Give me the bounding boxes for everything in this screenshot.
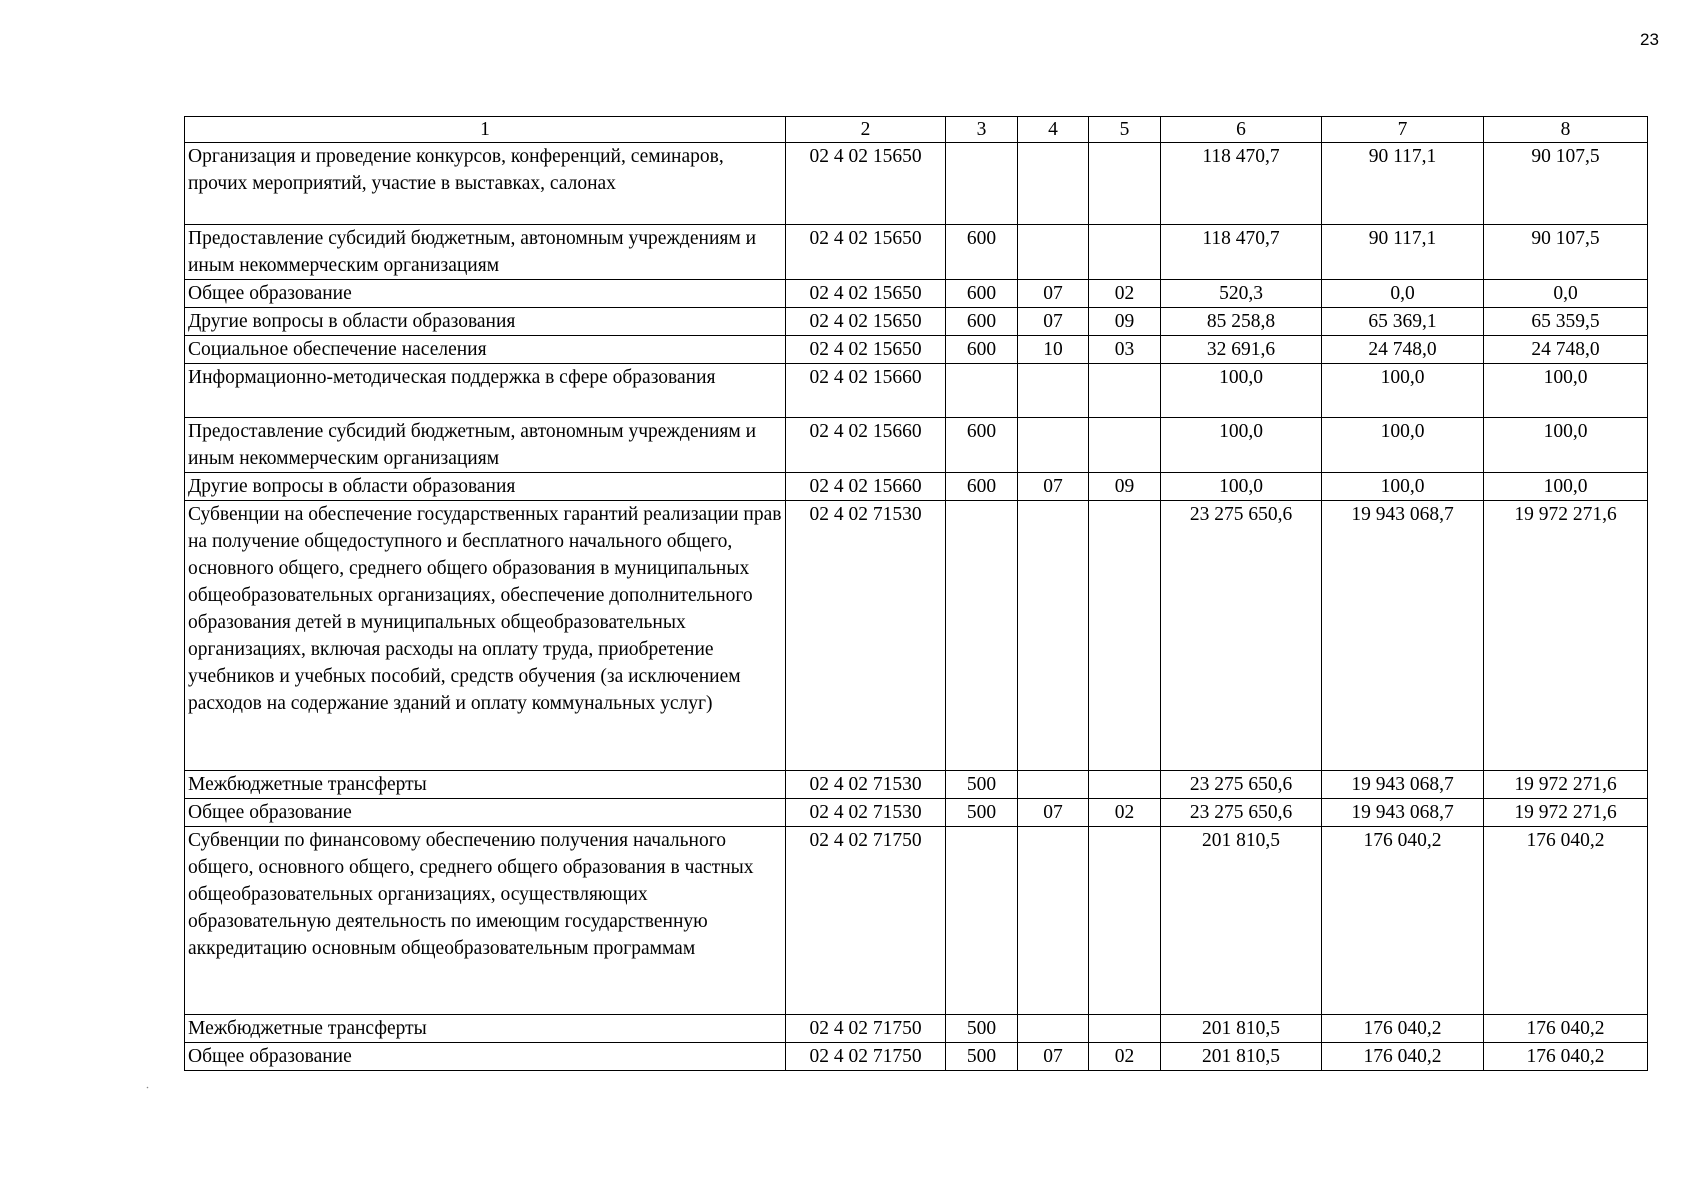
cell-pr (1089, 827, 1161, 1015)
column-header-7: 7 (1322, 117, 1484, 143)
header-row (185, 117, 1648, 143)
cell-name: Предоставление субсидий бюджетным, автономным учреждениям и иным некоммерческим организациям (185, 225, 786, 280)
cell-sum-1: 201 810,5 (1161, 1015, 1322, 1043)
cell-code: 02 4 02 71530 (786, 501, 946, 771)
cell-sum-1: 520,3 (1161, 280, 1322, 308)
cell-code: 02 4 02 15650 (786, 280, 946, 308)
cell-sum-1: 85 258,8 (1161, 308, 1322, 336)
table-row (185, 827, 1648, 1015)
cell-sum-1: 23 275 650,6 (1161, 799, 1322, 827)
cell-sum-1: 118 470,7 (1161, 225, 1322, 280)
cell-sum-1: 23 275 650,6 (1161, 501, 1322, 771)
cell-pr (1089, 1015, 1161, 1043)
cell-name: Организация и проведение конкурсов, конференций, семинаров, прочих мероприятий, участие в выставках, салонах (185, 143, 786, 225)
cell-sum-2: 176 040,2 (1322, 1015, 1484, 1043)
page-number: 23 (1640, 30, 1659, 49)
cell-vr (946, 501, 1018, 771)
cell-vr: 600 (946, 225, 1018, 280)
cell-name: Межбюджетные трансферты (185, 771, 786, 799)
cell-code: 02 4 02 15660 (786, 473, 946, 501)
cell-sum-3: 90 107,5 (1484, 143, 1648, 225)
cell-pr: 09 (1089, 308, 1161, 336)
cell-rz (1018, 1015, 1089, 1043)
cell-code: 02 4 02 15650 (786, 143, 946, 225)
table-row (185, 1043, 1648, 1071)
column-header-2: 2 (786, 117, 946, 143)
cell-sum-2: 176 040,2 (1322, 827, 1484, 1015)
cell-code: 02 4 02 15650 (786, 308, 946, 336)
cell-sum-3: 176 040,2 (1484, 827, 1648, 1015)
cell-vr: 600 (946, 473, 1018, 501)
cell-code: 02 4 02 71750 (786, 1015, 946, 1043)
cell-rz: 07 (1018, 799, 1089, 827)
table-row (185, 1015, 1648, 1043)
cell-code: 02 4 02 15650 (786, 225, 946, 280)
cell-pr: 09 (1089, 473, 1161, 501)
cell-name: Межбюджетные трансферты (185, 1015, 786, 1043)
cell-sum-3: 0,0 (1484, 280, 1648, 308)
cell-sum-2: 19 943 068,7 (1322, 771, 1484, 799)
cell-sum-2: 24 748,0 (1322, 336, 1484, 364)
cell-code: 02 4 02 15660 (786, 418, 946, 473)
column-header-5: 5 (1089, 117, 1161, 143)
cell-rz (1018, 771, 1089, 799)
cell-pr (1089, 225, 1161, 280)
cell-sum-1: 201 810,5 (1161, 827, 1322, 1015)
cell-name: Другие вопросы в области образования (185, 473, 786, 501)
cell-rz (1018, 418, 1089, 473)
cell-sum-3: 19 972 271,6 (1484, 501, 1648, 771)
cell-sum-1: 100,0 (1161, 364, 1322, 418)
cell-sum-2: 19 943 068,7 (1322, 799, 1484, 827)
cell-vr: 500 (946, 799, 1018, 827)
cell-pr: 02 (1089, 280, 1161, 308)
cell-vr: 500 (946, 1043, 1018, 1071)
cell-pr: 02 (1089, 799, 1161, 827)
cell-pr (1089, 143, 1161, 225)
cell-sum-3: 176 040,2 (1484, 1043, 1648, 1071)
cell-sum-1: 201 810,5 (1161, 1043, 1322, 1071)
table-row (185, 308, 1648, 336)
cell-name: Субвенции по финансовому обеспечению получения начального общего, основного общего, среднего общего образования в частных общеобразовательных организациях, осуществляющих образовательную деятельность по имеющим государственную аккредитацию основным общеобразовательным программам (185, 827, 786, 1015)
cell-name: Предоставление субсидий бюджетным, автономным учреждениям и иным некоммерческим организациям (185, 418, 786, 473)
cell-sum-2: 100,0 (1322, 364, 1484, 418)
cell-sum-2: 90 117,1 (1322, 143, 1484, 225)
cell-vr: 600 (946, 308, 1018, 336)
cell-sum-2: 176 040,2 (1322, 1043, 1484, 1071)
cell-vr: 600 (946, 280, 1018, 308)
cell-sum-1: 100,0 (1161, 418, 1322, 473)
cell-vr: 600 (946, 336, 1018, 364)
cell-name: Информационно-методическая поддержка в сфере образования (185, 364, 786, 418)
table-row (185, 501, 1648, 771)
cell-sum-1: 32 691,6 (1161, 336, 1322, 364)
cell-sum-2: 100,0 (1322, 473, 1484, 501)
budget-table (184, 116, 1648, 1071)
cell-pr (1089, 418, 1161, 473)
table-row (185, 364, 1648, 418)
cell-name: Общее образование (185, 1043, 786, 1071)
cell-rz (1018, 501, 1089, 771)
cell-code: 02 4 02 71750 (786, 1043, 946, 1071)
column-header-8: 8 (1484, 117, 1648, 143)
table-row (185, 280, 1648, 308)
cell-name: Другие вопросы в области образования (185, 308, 786, 336)
cell-code: 02 4 02 15660 (786, 364, 946, 418)
cell-sum-3: 100,0 (1484, 418, 1648, 473)
cell-sum-3: 90 107,5 (1484, 225, 1648, 280)
table-row (185, 799, 1648, 827)
cell-sum-1: 118 470,7 (1161, 143, 1322, 225)
cell-sum-3: 24 748,0 (1484, 336, 1648, 364)
cell-name: Общее образование (185, 799, 786, 827)
cell-vr (946, 143, 1018, 225)
table-row (185, 143, 1648, 225)
cell-sum-3: 100,0 (1484, 473, 1648, 501)
column-header-3: 3 (946, 117, 1018, 143)
cell-sum-2: 65 369,1 (1322, 308, 1484, 336)
cell-vr: 600 (946, 418, 1018, 473)
cell-name: Общее образование (185, 280, 786, 308)
cell-rz: 07 (1018, 1043, 1089, 1071)
column-header-1: 1 (185, 117, 786, 143)
cell-name: Субвенции на обеспечение государственных гарантий реализации прав на получение общедоступного и бесплатного начального общего, основного общего, среднего общего образования в муниципальных общеобразовательных организациях, обеспечение дополнительного образования детей в муниципальных общеобразовательных организациях, включая расходы на оплату труда, приобретение учебников и учебных пособий, средств обучения (за исключением расходов на содержание зданий и оплату коммунальных услуг) (185, 501, 786, 771)
table-row (185, 225, 1648, 280)
cell-sum-2: 90 117,1 (1322, 225, 1484, 280)
cell-rz (1018, 827, 1089, 1015)
cell-sum-3: 19 972 271,6 (1484, 771, 1648, 799)
cell-pr (1089, 364, 1161, 418)
table-row (185, 771, 1648, 799)
cell-vr (946, 364, 1018, 418)
cell-name: Социальное обеспечение населения (185, 336, 786, 364)
cell-code: 02 4 02 71530 (786, 799, 946, 827)
cell-sum-2: 100,0 (1322, 418, 1484, 473)
cell-sum-1: 23 275 650,6 (1161, 771, 1322, 799)
cell-vr: 500 (946, 1015, 1018, 1043)
table-row (185, 336, 1648, 364)
cell-rz (1018, 364, 1089, 418)
cell-rz: 07 (1018, 473, 1089, 501)
cell-code: 02 4 02 71750 (786, 827, 946, 1015)
scan-speck (146, 1086, 149, 1089)
cell-code: 02 4 02 15650 (786, 336, 946, 364)
cell-sum-2: 19 943 068,7 (1322, 501, 1484, 771)
cell-rz (1018, 143, 1089, 225)
cell-code: 02 4 02 71530 (786, 771, 946, 799)
cell-vr (946, 827, 1018, 1015)
table-row (185, 473, 1648, 501)
cell-sum-3: 19 972 271,6 (1484, 799, 1648, 827)
table-body (185, 117, 1648, 1071)
cell-sum-3: 176 040,2 (1484, 1015, 1648, 1043)
column-header-4: 4 (1018, 117, 1089, 143)
cell-pr (1089, 501, 1161, 771)
cell-rz: 10 (1018, 336, 1089, 364)
cell-vr: 500 (946, 771, 1018, 799)
cell-pr: 02 (1089, 1043, 1161, 1071)
cell-rz: 07 (1018, 280, 1089, 308)
column-header-6: 6 (1161, 117, 1322, 143)
cell-rz (1018, 225, 1089, 280)
table-row (185, 418, 1648, 473)
cell-rz: 07 (1018, 308, 1089, 336)
cell-sum-3: 100,0 (1484, 364, 1648, 418)
cell-sum-3: 65 359,5 (1484, 308, 1648, 336)
cell-sum-1: 100,0 (1161, 473, 1322, 501)
cell-pr: 03 (1089, 336, 1161, 364)
cell-sum-2: 0,0 (1322, 280, 1484, 308)
cell-pr (1089, 771, 1161, 799)
